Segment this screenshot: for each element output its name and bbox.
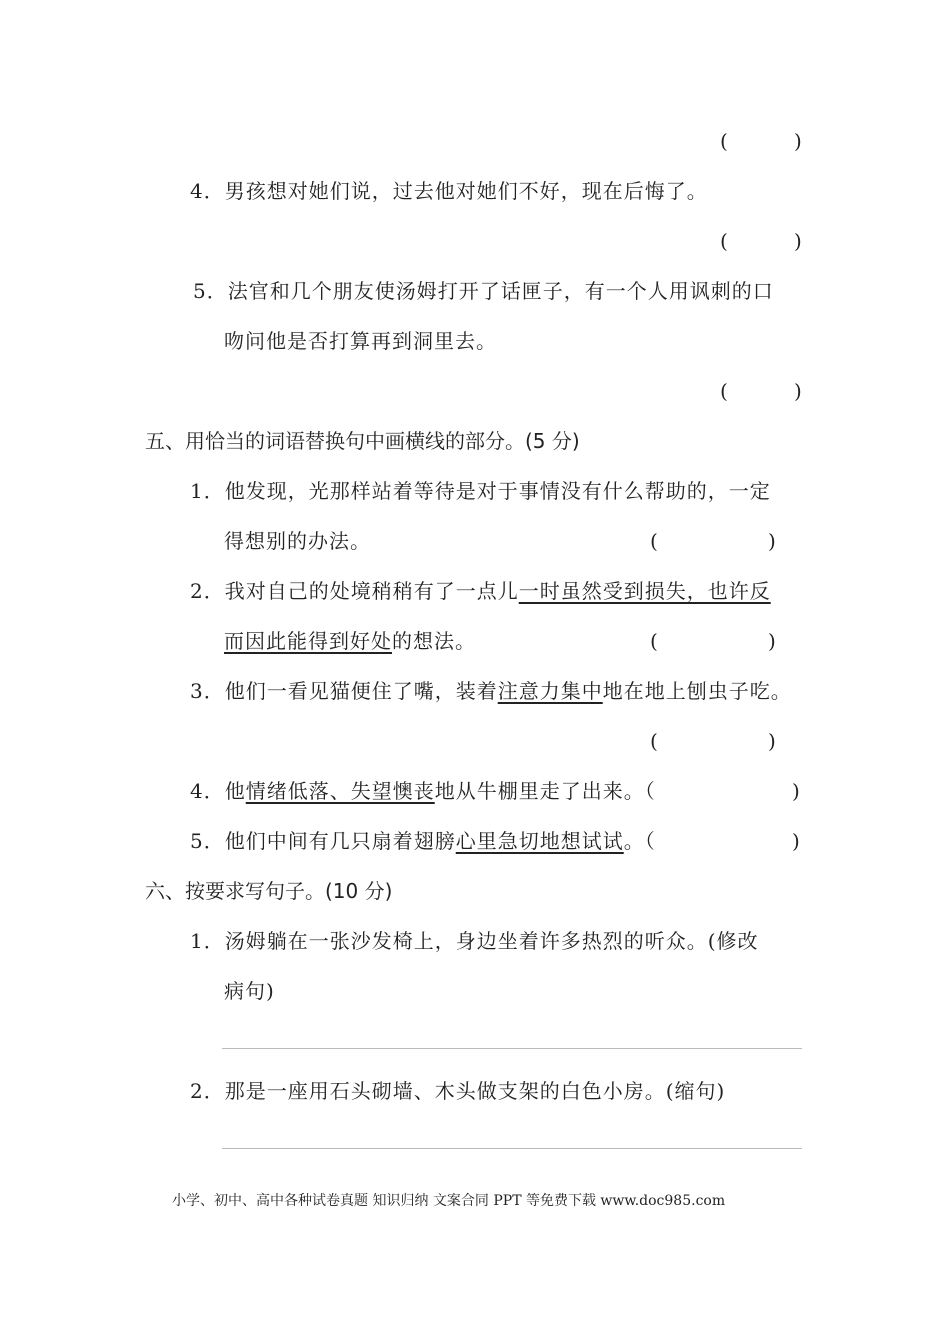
question-4-4: 4．男孩想对她们说，过去他对她们不好，现在后悔了。 xyxy=(190,179,708,203)
section-6-heading: 六、按要求写句子。(10 分) xyxy=(145,879,393,903)
answer-line[interactable] xyxy=(222,1048,802,1049)
underlined-phrase: 心里急切地想试试 xyxy=(455,829,624,853)
answer-paren-close: ) xyxy=(792,779,800,803)
question-6-2: 2．那是一座用石头砌墙、木头做支架的白色小房。(缩句) xyxy=(190,1079,726,1103)
question-5-5: 5．他们中间有几只扇着翅膀心里急切地想试试。（ xyxy=(190,829,656,853)
answer-paren-close: ) xyxy=(768,629,776,653)
question-6-1-line2: 病句) xyxy=(224,979,275,1003)
footer-text: 小学、初中、高中各种试卷真题 知识归纳 文案合同 PPT 等免费下载 www.doc985.com xyxy=(172,1193,726,1209)
answer-paren-open: ( xyxy=(650,729,658,753)
question-6-1-line1: 1．汤姆躺在一张沙发椅上，身边坐着许多热烈的听众。(修改 xyxy=(190,929,759,953)
answer-paren-close: ) xyxy=(794,229,802,253)
answer-paren-open: ( xyxy=(650,629,658,653)
question-4-5-line2: 吻问他是否打算再到洞里去。 xyxy=(224,329,497,353)
answer-paren-close: ) xyxy=(794,129,802,153)
answer-paren-close: ) xyxy=(768,729,776,753)
underlined-phrase: 注意力集中 xyxy=(497,679,603,703)
answer-paren-close: ) xyxy=(792,829,800,853)
answer-paren-open: ( xyxy=(720,229,728,253)
answer-paren-close: ) xyxy=(768,529,776,553)
answer-paren-close: ) xyxy=(794,379,802,403)
question-5-4: 4．他情绪低落、失望懊丧地从牛棚里走了出来。（ xyxy=(190,779,656,803)
underlined-phrase: 一时虽然受到损失，也许反 xyxy=(518,579,771,603)
question-5-1-line2: 得想别的办法。 xyxy=(224,529,371,553)
underlined-phrase: 而因此能得到好处 xyxy=(224,629,392,653)
question-5-1-line1: 1．他发现，光那样站着等待是对于事情没有什么帮助的，一定 xyxy=(190,479,771,503)
section-5-heading: 五、用恰当的词语替换句中画横线的部分。(5 分) xyxy=(145,429,580,453)
question-5-3: 3．他们一看见猫便住了嘴，装着注意力集中地在地上刨虫子吃。 xyxy=(190,679,792,703)
question-5-2-line1: 2．我对自己的处境稍稍有了一点儿一时虽然受到损失，也许反 xyxy=(190,579,771,603)
question-5-2-line2: 而因此能得到好处的想法。 xyxy=(224,629,476,653)
answer-paren-open: ( xyxy=(720,379,728,403)
question-4-5-line1: 5．法官和几个朋友使汤姆打开了话匣子，有一个人用讽刺的口 xyxy=(193,279,774,303)
answer-paren-open: ( xyxy=(650,529,658,553)
answer-paren-open: ( xyxy=(720,129,728,153)
answer-line[interactable] xyxy=(222,1148,802,1149)
underlined-phrase: 情绪低落、失望懊丧 xyxy=(245,779,435,803)
